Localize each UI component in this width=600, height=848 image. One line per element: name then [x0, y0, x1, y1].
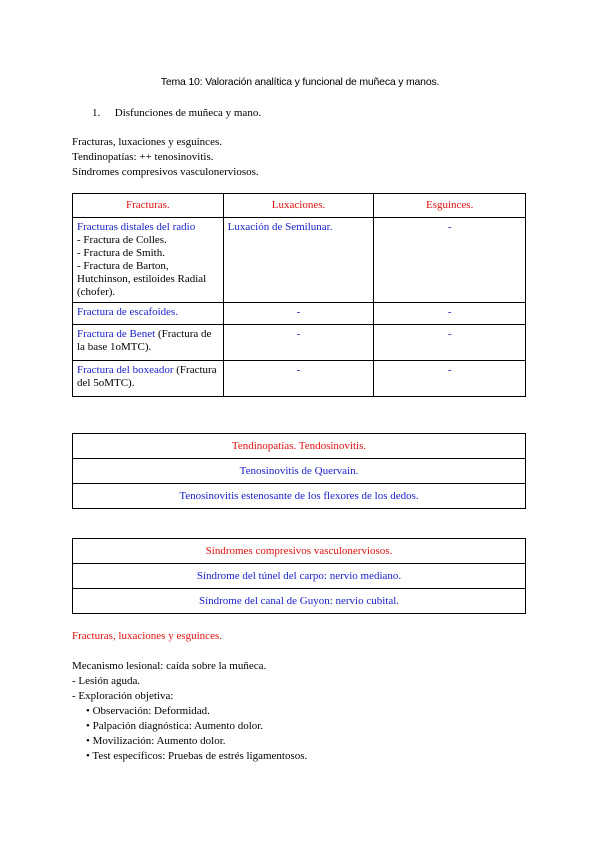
- fractura-title: Fractura de escafoides.: [77, 306, 179, 318]
- esguinces-cell: -: [374, 325, 526, 361]
- table-header-row: [73, 194, 526, 218]
- heading-number: 1.: [92, 107, 101, 119]
- sindromes-header: Síndromes compresivos vasculonerviosos.: [73, 539, 526, 564]
- fractura-detail: - Fractura de Colles.: [77, 234, 167, 246]
- header-esguinces: Esguinces.: [374, 194, 526, 218]
- tendinopatias-header: Tendinopatías. Tendosinovitis.: [73, 434, 526, 459]
- table-row: [73, 564, 526, 589]
- fractura-detail: (Fractura de la base 1oMTC).: [77, 328, 212, 353]
- exploracion-item: • Observación: Deformidad.: [86, 705, 210, 717]
- sindromes-table: [72, 538, 526, 614]
- table-row: [73, 218, 526, 303]
- luxaciones-cell: -: [223, 325, 374, 361]
- fracturas-cell: [73, 303, 224, 325]
- lesion-line: - Lesión aguda.: [72, 675, 141, 687]
- intro-paragraph: [72, 135, 259, 180]
- header-luxaciones: Luxaciones.: [223, 194, 374, 218]
- table-row: [73, 325, 526, 361]
- exploracion-item: • Movilización: Aumento dolor.: [86, 735, 226, 747]
- table-row: [73, 459, 526, 484]
- fracturas-table: [72, 193, 526, 397]
- table-header-row: [73, 434, 526, 459]
- intro-line: Síndromes compresivos vasculonerviosos.: [72, 166, 259, 178]
- heading-text: Disfunciones de muñeca y mano.: [114, 107, 262, 119]
- sindrome-item: Síndrome del túnel del carpo: nervio mediano.: [73, 564, 526, 589]
- fractura-title: Fractura de Benet: [77, 328, 156, 340]
- fractura-title: Fractura del boxeador: [77, 364, 174, 376]
- section-heading: [92, 107, 261, 119]
- tendinopatia-item: Tenosinovitis estenosante de los flexores de los dedos.: [73, 484, 526, 509]
- table-row: [73, 589, 526, 614]
- tendinopatia-item: Tenosinovitis de Quervain.: [73, 459, 526, 484]
- luxaciones-cell: -: [223, 303, 374, 325]
- table-row: [73, 303, 526, 325]
- fracturas-cell: [73, 218, 224, 303]
- fracturas-cell: [73, 325, 224, 361]
- fractura-detail: (Fractura del 5oMTC).: [77, 364, 217, 389]
- tendinopatias-table: [72, 433, 526, 509]
- mecanismo-paragraph: [72, 659, 307, 764]
- exploracion-line: - Exploración objetiva:: [72, 690, 174, 702]
- exploracion-item: • Test específicos: Pruebas de estrés ligamentosos.: [86, 750, 308, 762]
- fracturas-cell: [73, 361, 224, 397]
- esguinces-cell: -: [374, 361, 526, 397]
- table-header-row: [73, 539, 526, 564]
- luxaciones-cell: -: [223, 361, 374, 397]
- intro-line: Fracturas, luxaciones y esguinces.: [72, 136, 222, 148]
- fractura-title: Fracturas distales del radio: [77, 221, 196, 233]
- intro-line: Tendinopatías: ++ tenosinovitis.: [72, 151, 214, 163]
- table-row: [73, 484, 526, 509]
- esguinces-cell: -: [374, 218, 526, 303]
- luxaciones-cell: Luxación de Semilunar.: [223, 218, 374, 303]
- esguinces-cell: -: [374, 303, 526, 325]
- fractura-detail: - Fractura de Smith.: [77, 247, 165, 259]
- subsection-heading: Fracturas, luxaciones y esguinces.: [72, 630, 222, 642]
- header-fracturas: Fracturas.: [73, 194, 224, 218]
- exploracion-item: • Palpación diagnóstica: Aumento dolor.: [86, 720, 264, 732]
- document-title: Tema 10: Valoración analítica y funcional de muñeca y manos.: [160, 76, 440, 88]
- fractura-detail: - Fractura de Barton, Hutchinson, estiloides Radial (chofer).: [77, 260, 207, 298]
- sindrome-item: Síndrome del canal de Guyon: nervio cubital.: [73, 589, 526, 614]
- table-row: [73, 361, 526, 397]
- mecanismo-line: Mecanismo lesional: caída sobre la muñeca.: [72, 660, 267, 672]
